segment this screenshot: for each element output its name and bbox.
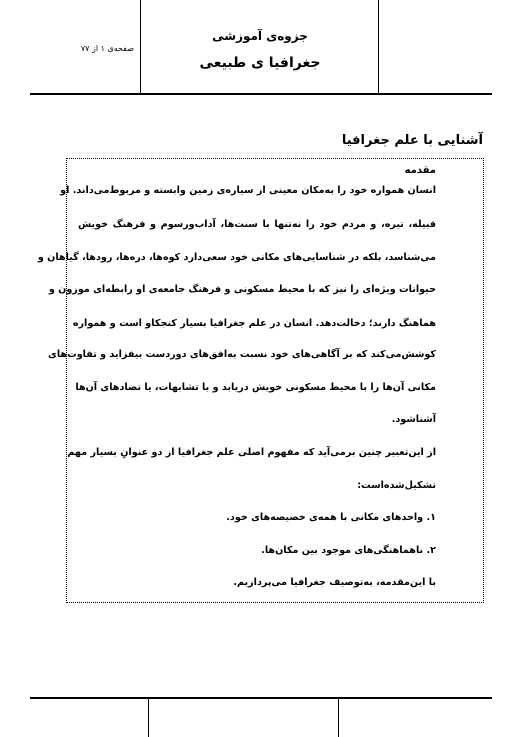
paragraph-line: مکانی آن‌ها را با محیط مسکونی خویش دریابد و با تشابهات، یا تضادهای آن‌ها bbox=[75, 382, 436, 393]
box-heading: مقدمه bbox=[404, 165, 436, 176]
paragraph-line: کوشش‌می‌کند که بر آگاهی‌های خود نسبت به‌افق‌های دوردست بیفزاید و تفاوت‌های bbox=[48, 349, 436, 360]
document-title: جغرافیا ی طبیعی bbox=[199, 55, 321, 71]
document-subtitle: جزوه‌ی آموزشی bbox=[212, 29, 308, 43]
header-rule bbox=[30, 93, 492, 95]
paragraph-line: از این‌تعبیر چنین برمی‌آید که مفهوم اصلی علم جغرافیا از دو عنوانِ بسیار مهم bbox=[67, 447, 436, 458]
footer-divider-left bbox=[148, 699, 149, 737]
paragraph-line: با این‌مقدمه، به‌توصیف جغرافیا می‌پردازیم. bbox=[233, 577, 436, 588]
section-heading: آشنایی با علم جغرافیا bbox=[341, 133, 483, 148]
paragraph-line: انسان همواره خود را به‌مکان معینی از سیاره‌ی زمین وابسته و مربوط‌می‌داند. او bbox=[60, 185, 436, 196]
header-divider-right bbox=[378, 0, 379, 93]
page-number bbox=[44, 44, 134, 53]
footer-rule bbox=[30, 697, 492, 699]
list-item: ۲. ناهماهنگی‌های موجود بین مکان‌ها. bbox=[261, 545, 436, 556]
paragraph-line: هماهنگ دارند؛ دخالت‌دهد. انسان در علم جغرافیا بسیار کنجکاو است و همواره bbox=[72, 318, 436, 329]
paragraph-line: تشکیل‌شده‌است: bbox=[357, 480, 436, 491]
page-total: ۷۷ bbox=[80, 44, 90, 53]
list-item: ۱. واحدهای مکانی با همه‌ی خصیصه‌های خود. bbox=[226, 512, 436, 523]
header-divider-left bbox=[140, 0, 141, 93]
paragraph-line: آشناشود. bbox=[391, 414, 436, 425]
paragraph-line: می‌شناسد، بلکه در شناسایی‌های مکانی خود سعی‌دارد کوه‌ها، دره‌ها، رودها، گیاهان و bbox=[37, 252, 436, 263]
footer-divider-right bbox=[338, 699, 339, 737]
paragraph-line: حیوانات ویژه‌ای را نیز که با محیط مسکونی و فرهنگ جامعه‌ی او رابطه‌ای موزون و bbox=[48, 284, 436, 295]
page-current: ۱ bbox=[100, 44, 105, 53]
paragraph-line: قبیله، تیره، و مردم خود را نه‌تنها با سنت‌ها، آداب‌ورسوم و فرهنگ خویش bbox=[78, 219, 436, 230]
page-label: صفحه‌ی bbox=[107, 44, 134, 53]
page-of: از bbox=[91, 44, 99, 53]
